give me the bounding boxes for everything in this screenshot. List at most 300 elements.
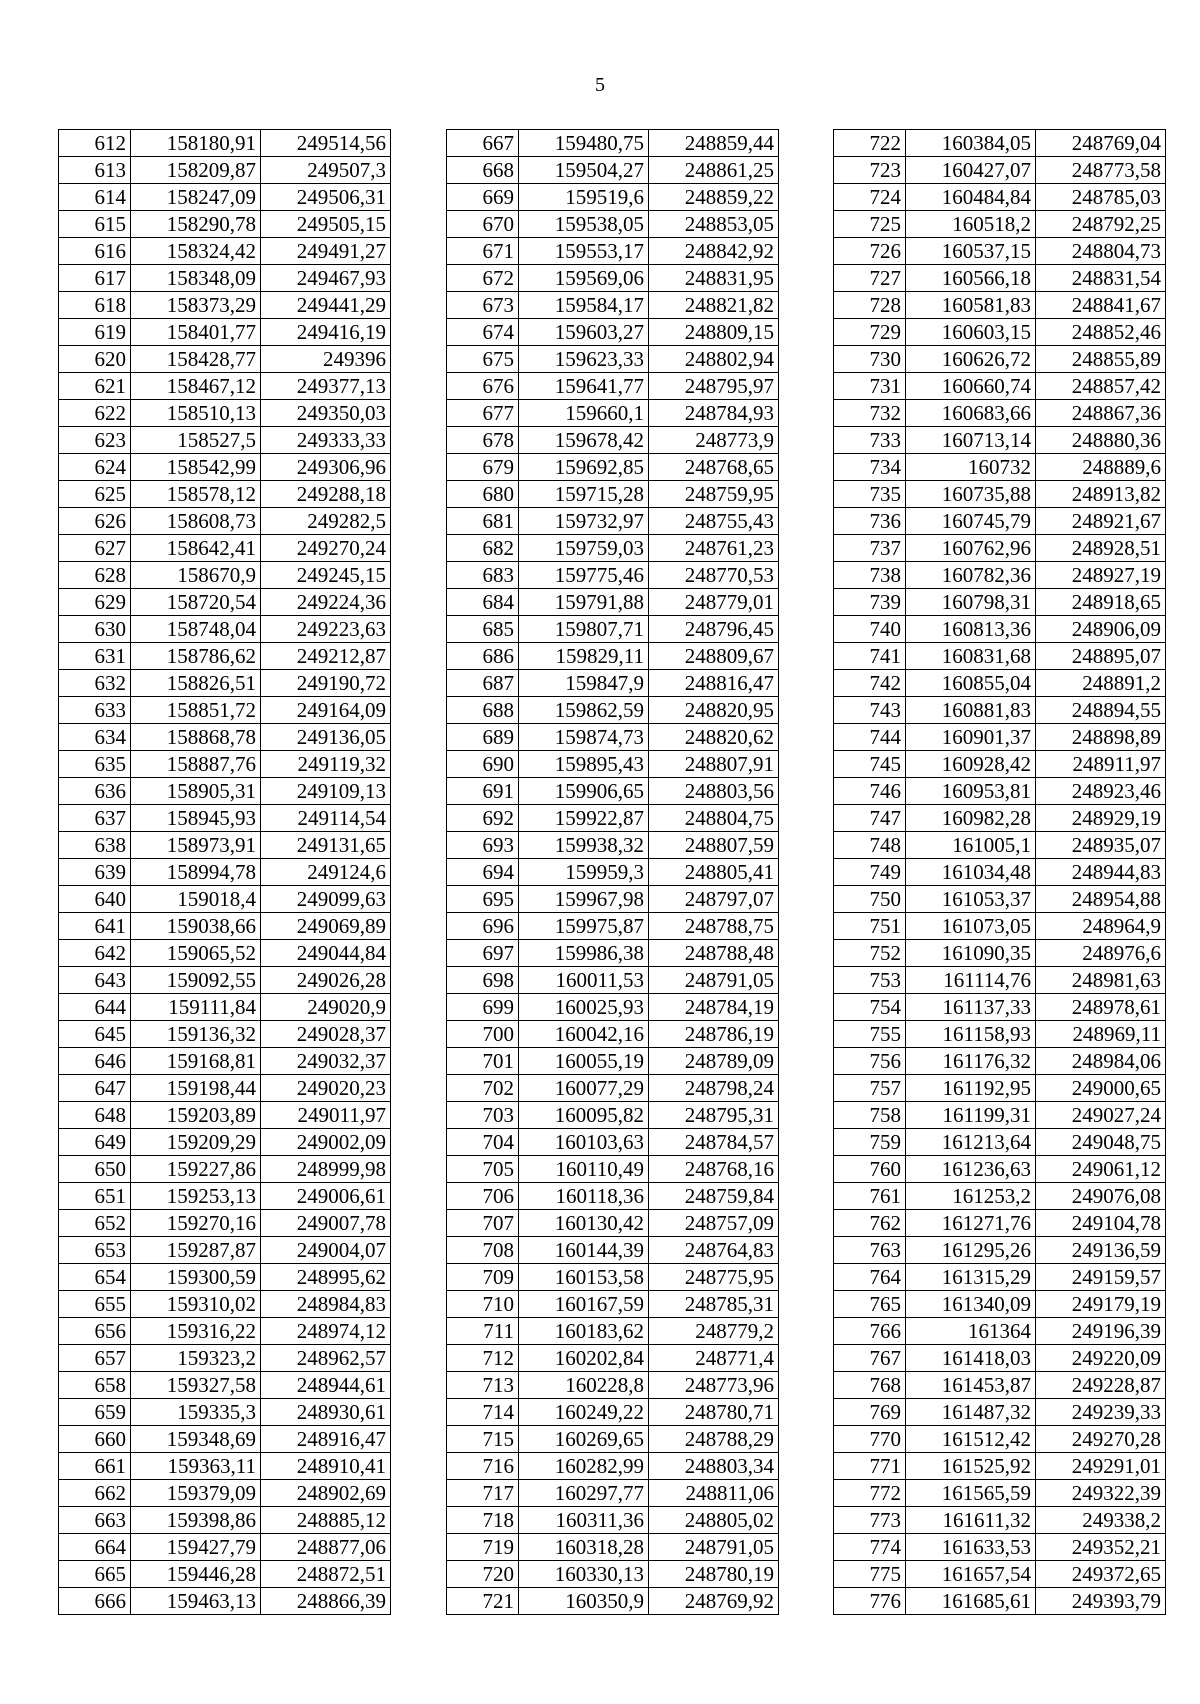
x-coordinate-cell: 161005,1	[906, 832, 1036, 859]
point-number-cell: 735	[834, 481, 906, 508]
coordinates-table-3	[833, 129, 1166, 1615]
y-coordinate-cell: 248791,05	[649, 967, 779, 994]
x-coordinate-cell: 158290,78	[131, 211, 261, 238]
point-number-cell: 702	[447, 1075, 519, 1102]
y-coordinate-cell: 248788,75	[649, 913, 779, 940]
x-coordinate-cell: 159480,75	[519, 130, 649, 157]
y-coordinate-cell: 249006,61	[261, 1183, 391, 1210]
y-coordinate-cell: 248852,46	[1036, 319, 1166, 346]
x-coordinate-cell: 160153,58	[519, 1264, 649, 1291]
point-number-cell: 753	[834, 967, 906, 994]
x-coordinate-cell: 158994,78	[131, 859, 261, 886]
x-coordinate-cell: 159807,71	[519, 616, 649, 643]
y-coordinate-cell: 249306,96	[261, 454, 391, 481]
y-coordinate-cell: 248785,31	[649, 1291, 779, 1318]
table-row	[59, 778, 391, 805]
point-number-cell: 731	[834, 373, 906, 400]
x-coordinate-cell: 160660,74	[906, 373, 1036, 400]
y-coordinate-cell: 248928,51	[1036, 535, 1166, 562]
x-coordinate-cell: 159519,6	[519, 184, 649, 211]
point-number-cell: 625	[59, 481, 131, 508]
x-coordinate-cell: 159569,06	[519, 265, 649, 292]
point-number-cell: 739	[834, 589, 906, 616]
x-coordinate-cell: 160982,28	[906, 805, 1036, 832]
x-coordinate-cell: 159847,9	[519, 670, 649, 697]
table-row	[59, 1534, 391, 1561]
y-coordinate-cell: 248911,97	[1036, 751, 1166, 778]
table-row	[447, 427, 779, 454]
table-row	[834, 1399, 1166, 1426]
table-row	[59, 1129, 391, 1156]
table-row	[834, 724, 1166, 751]
x-coordinate-cell: 159227,86	[131, 1156, 261, 1183]
y-coordinate-cell: 249136,59	[1036, 1237, 1166, 1264]
y-coordinate-cell: 248894,55	[1036, 697, 1166, 724]
point-number-cell: 712	[447, 1345, 519, 1372]
table-row	[59, 751, 391, 778]
point-number-cell: 637	[59, 805, 131, 832]
y-coordinate-cell: 249245,15	[261, 562, 391, 589]
table-row	[447, 130, 779, 157]
y-coordinate-cell: 249282,5	[261, 508, 391, 535]
x-coordinate-cell: 160855,04	[906, 670, 1036, 697]
y-coordinate-cell: 248804,75	[649, 805, 779, 832]
table-row	[834, 1426, 1166, 1453]
y-coordinate-cell: 248921,67	[1036, 508, 1166, 535]
x-coordinate-cell: 161192,95	[906, 1075, 1036, 1102]
x-coordinate-cell: 161090,35	[906, 940, 1036, 967]
x-coordinate-cell: 159398,86	[131, 1507, 261, 1534]
table-row	[447, 1399, 779, 1426]
point-number-cell: 768	[834, 1372, 906, 1399]
table-row	[447, 913, 779, 940]
x-coordinate-cell: 159287,87	[131, 1237, 261, 1264]
table-row	[447, 562, 779, 589]
table-row	[834, 1183, 1166, 1210]
table-row	[834, 535, 1166, 562]
table-row	[447, 616, 779, 643]
point-number-cell: 708	[447, 1237, 519, 1264]
table-row	[834, 1534, 1166, 1561]
point-number-cell: 728	[834, 292, 906, 319]
y-coordinate-cell: 249196,39	[1036, 1318, 1166, 1345]
y-coordinate-cell: 248759,84	[649, 1183, 779, 1210]
y-coordinate-cell: 248929,19	[1036, 805, 1166, 832]
y-coordinate-cell: 249270,24	[261, 535, 391, 562]
table-row	[447, 346, 779, 373]
x-coordinate-cell: 159348,69	[131, 1426, 261, 1453]
table-row	[834, 832, 1166, 859]
x-coordinate-cell: 158348,09	[131, 265, 261, 292]
y-coordinate-cell: 249338,2	[1036, 1507, 1166, 1534]
point-number-cell: 643	[59, 967, 131, 994]
table-row	[834, 1372, 1166, 1399]
point-number-cell: 633	[59, 697, 131, 724]
table-row	[59, 292, 391, 319]
y-coordinate-cell: 248895,07	[1036, 643, 1166, 670]
table-row	[447, 1075, 779, 1102]
table-row	[59, 940, 391, 967]
y-coordinate-cell: 248788,48	[649, 940, 779, 967]
x-coordinate-cell: 160130,42	[519, 1210, 649, 1237]
y-coordinate-cell: 248906,09	[1036, 616, 1166, 643]
point-number-cell: 755	[834, 1021, 906, 1048]
x-coordinate-cell: 160297,77	[519, 1480, 649, 1507]
table-row	[834, 1021, 1166, 1048]
table-row	[447, 1561, 779, 1588]
y-coordinate-cell: 249032,37	[261, 1048, 391, 1075]
x-coordinate-cell: 160144,39	[519, 1237, 649, 1264]
y-coordinate-cell: 248935,07	[1036, 832, 1166, 859]
table-row	[59, 319, 391, 346]
point-number-cell: 661	[59, 1453, 131, 1480]
x-coordinate-cell: 160350,9	[519, 1588, 649, 1615]
y-coordinate-cell: 248784,19	[649, 994, 779, 1021]
table-row	[59, 1372, 391, 1399]
x-coordinate-cell: 159584,17	[519, 292, 649, 319]
y-coordinate-cell: 249020,23	[261, 1075, 391, 1102]
table-row	[834, 265, 1166, 292]
table-row	[59, 643, 391, 670]
x-coordinate-cell: 159203,89	[131, 1102, 261, 1129]
x-coordinate-cell: 160269,65	[519, 1426, 649, 1453]
x-coordinate-cell: 160782,36	[906, 562, 1036, 589]
point-number-cell: 650	[59, 1156, 131, 1183]
point-number-cell: 705	[447, 1156, 519, 1183]
y-coordinate-cell: 248792,25	[1036, 211, 1166, 238]
point-number-cell: 721	[447, 1588, 519, 1615]
table-row	[834, 1156, 1166, 1183]
point-number-cell: 666	[59, 1588, 131, 1615]
table-row	[59, 670, 391, 697]
point-number-cell: 641	[59, 913, 131, 940]
table-row	[834, 1291, 1166, 1318]
y-coordinate-cell: 248842,92	[649, 238, 779, 265]
table-row	[59, 616, 391, 643]
x-coordinate-cell: 158945,93	[131, 805, 261, 832]
point-number-cell: 750	[834, 886, 906, 913]
table-row	[834, 292, 1166, 319]
page-number: 5	[595, 74, 605, 96]
x-coordinate-cell: 159300,59	[131, 1264, 261, 1291]
table-row	[447, 940, 779, 967]
point-number-cell: 764	[834, 1264, 906, 1291]
table-row	[447, 1210, 779, 1237]
x-coordinate-cell: 160566,18	[906, 265, 1036, 292]
table-row	[834, 373, 1166, 400]
table-row	[59, 508, 391, 535]
table-row	[447, 1237, 779, 1264]
y-coordinate-cell: 248999,98	[261, 1156, 391, 1183]
table-row	[834, 589, 1166, 616]
y-coordinate-cell: 249044,84	[261, 940, 391, 967]
table-row	[447, 1507, 779, 1534]
x-coordinate-cell: 159463,13	[131, 1588, 261, 1615]
y-coordinate-cell: 248885,12	[261, 1507, 391, 1534]
x-coordinate-cell: 158209,87	[131, 157, 261, 184]
y-coordinate-cell: 249239,33	[1036, 1399, 1166, 1426]
point-number-cell: 630	[59, 616, 131, 643]
x-coordinate-cell: 160484,84	[906, 184, 1036, 211]
y-coordinate-cell: 249223,63	[261, 616, 391, 643]
table-row	[834, 913, 1166, 940]
table-row	[447, 508, 779, 535]
table-row	[834, 211, 1166, 238]
y-coordinate-cell: 248820,95	[649, 697, 779, 724]
table-row	[447, 481, 779, 508]
y-coordinate-cell: 248910,41	[261, 1453, 391, 1480]
table-row	[59, 1048, 391, 1075]
y-coordinate-cell: 249291,01	[1036, 1453, 1166, 1480]
table-row	[834, 1345, 1166, 1372]
y-coordinate-cell: 248964,9	[1036, 913, 1166, 940]
x-coordinate-cell: 160118,36	[519, 1183, 649, 1210]
point-number-cell: 615	[59, 211, 131, 238]
y-coordinate-cell: 249190,72	[261, 670, 391, 697]
x-coordinate-cell: 160167,59	[519, 1291, 649, 1318]
x-coordinate-cell: 159829,11	[519, 643, 649, 670]
x-coordinate-cell: 159363,11	[131, 1453, 261, 1480]
x-coordinate-cell: 158826,51	[131, 670, 261, 697]
x-coordinate-cell: 160183,62	[519, 1318, 649, 1345]
table-row	[59, 184, 391, 211]
point-number-cell: 645	[59, 1021, 131, 1048]
table-row	[447, 1102, 779, 1129]
point-number-cell: 701	[447, 1048, 519, 1075]
point-number-cell: 664	[59, 1534, 131, 1561]
y-coordinate-cell: 249061,12	[1036, 1156, 1166, 1183]
point-number-cell: 624	[59, 454, 131, 481]
x-coordinate-cell: 159938,32	[519, 832, 649, 859]
y-coordinate-cell: 248855,89	[1036, 346, 1166, 373]
point-number-cell: 758	[834, 1102, 906, 1129]
y-coordinate-cell: 249352,21	[1036, 1534, 1166, 1561]
point-number-cell: 674	[447, 319, 519, 346]
point-number-cell: 775	[834, 1561, 906, 1588]
y-coordinate-cell: 248867,36	[1036, 400, 1166, 427]
y-coordinate-cell: 248984,83	[261, 1291, 391, 1318]
x-coordinate-cell: 159641,77	[519, 373, 649, 400]
table-row	[834, 1210, 1166, 1237]
y-coordinate-cell: 248771,4	[649, 1345, 779, 1372]
y-coordinate-cell: 249027,24	[1036, 1102, 1166, 1129]
table-row	[447, 157, 779, 184]
point-number-cell: 697	[447, 940, 519, 967]
x-coordinate-cell: 161137,33	[906, 994, 1036, 1021]
y-coordinate-cell: 248969,11	[1036, 1021, 1166, 1048]
y-coordinate-cell: 249109,13	[261, 778, 391, 805]
table-row	[59, 994, 391, 1021]
x-coordinate-cell: 158786,62	[131, 643, 261, 670]
table-row	[834, 1507, 1166, 1534]
point-number-cell: 718	[447, 1507, 519, 1534]
y-coordinate-cell: 248807,91	[649, 751, 779, 778]
y-coordinate-cell: 248923,46	[1036, 778, 1166, 805]
point-number-cell: 694	[447, 859, 519, 886]
point-number-cell: 733	[834, 427, 906, 454]
table-row	[447, 454, 779, 481]
x-coordinate-cell: 160798,31	[906, 589, 1036, 616]
x-coordinate-cell: 159975,87	[519, 913, 649, 940]
table-row	[59, 805, 391, 832]
y-coordinate-cell: 248764,83	[649, 1237, 779, 1264]
x-coordinate-cell: 160311,36	[519, 1507, 649, 1534]
point-number-cell: 691	[447, 778, 519, 805]
point-number-cell: 687	[447, 670, 519, 697]
y-coordinate-cell: 249377,13	[261, 373, 391, 400]
y-coordinate-cell: 249099,63	[261, 886, 391, 913]
table-row	[834, 184, 1166, 211]
point-number-cell: 762	[834, 1210, 906, 1237]
table-row	[59, 967, 391, 994]
point-number-cell: 629	[59, 589, 131, 616]
table-row	[59, 886, 391, 913]
y-coordinate-cell: 248857,42	[1036, 373, 1166, 400]
point-number-cell: 656	[59, 1318, 131, 1345]
table-row	[59, 130, 391, 157]
table-row	[834, 454, 1166, 481]
y-coordinate-cell: 248789,09	[649, 1048, 779, 1075]
x-coordinate-cell: 159791,88	[519, 589, 649, 616]
point-number-cell: 652	[59, 1210, 131, 1237]
point-number-cell: 713	[447, 1372, 519, 1399]
point-number-cell: 754	[834, 994, 906, 1021]
table-row	[59, 238, 391, 265]
y-coordinate-cell: 248780,19	[649, 1561, 779, 1588]
coordinates-table-1	[58, 129, 391, 1615]
table-row	[59, 1399, 391, 1426]
point-number-cell: 695	[447, 886, 519, 913]
point-number-cell: 614	[59, 184, 131, 211]
point-number-cell: 632	[59, 670, 131, 697]
x-coordinate-cell: 159906,65	[519, 778, 649, 805]
table-row	[834, 1048, 1166, 1075]
y-coordinate-cell: 248796,45	[649, 616, 779, 643]
x-coordinate-cell: 160713,14	[906, 427, 1036, 454]
y-coordinate-cell: 248788,29	[649, 1426, 779, 1453]
y-coordinate-cell: 248918,65	[1036, 589, 1166, 616]
table-row	[447, 751, 779, 778]
y-coordinate-cell: 248816,47	[649, 670, 779, 697]
table-row	[59, 346, 391, 373]
y-coordinate-cell: 248773,9	[649, 427, 779, 454]
y-coordinate-cell: 249322,39	[1036, 1480, 1166, 1507]
y-coordinate-cell: 248779,2	[649, 1318, 779, 1345]
point-number-cell: 679	[447, 454, 519, 481]
point-number-cell: 657	[59, 1345, 131, 1372]
point-number-cell: 745	[834, 751, 906, 778]
x-coordinate-cell: 159111,84	[131, 994, 261, 1021]
point-number-cell: 639	[59, 859, 131, 886]
x-coordinate-cell: 158527,5	[131, 427, 261, 454]
point-number-cell: 672	[447, 265, 519, 292]
point-number-cell: 649	[59, 1129, 131, 1156]
y-coordinate-cell: 248785,03	[1036, 184, 1166, 211]
y-coordinate-cell: 249393,79	[1036, 1588, 1166, 1615]
y-coordinate-cell: 248974,12	[261, 1318, 391, 1345]
table-row	[59, 589, 391, 616]
table-row	[447, 1264, 779, 1291]
y-coordinate-cell: 248841,67	[1036, 292, 1166, 319]
x-coordinate-cell: 159335,3	[131, 1399, 261, 1426]
x-coordinate-cell: 158542,99	[131, 454, 261, 481]
point-number-cell: 627	[59, 535, 131, 562]
point-number-cell: 710	[447, 1291, 519, 1318]
point-number-cell: 685	[447, 616, 519, 643]
x-coordinate-cell: 161512,42	[906, 1426, 1036, 1453]
y-coordinate-cell: 248775,95	[649, 1264, 779, 1291]
point-number-cell: 619	[59, 319, 131, 346]
x-coordinate-cell: 160745,79	[906, 508, 1036, 535]
point-number-cell: 756	[834, 1048, 906, 1075]
table-row	[834, 1453, 1166, 1480]
y-coordinate-cell: 249048,75	[1036, 1129, 1166, 1156]
point-number-cell: 760	[834, 1156, 906, 1183]
point-number-cell: 761	[834, 1183, 906, 1210]
x-coordinate-cell: 160330,13	[519, 1561, 649, 1588]
x-coordinate-cell: 160055,19	[519, 1048, 649, 1075]
y-coordinate-cell: 248821,82	[649, 292, 779, 319]
x-coordinate-cell: 158510,13	[131, 400, 261, 427]
y-coordinate-cell: 249179,19	[1036, 1291, 1166, 1318]
y-coordinate-cell: 248803,56	[649, 778, 779, 805]
table-row	[59, 724, 391, 751]
point-number-cell: 673	[447, 292, 519, 319]
x-coordinate-cell: 159759,03	[519, 535, 649, 562]
table-row	[59, 1021, 391, 1048]
point-number-cell: 675	[447, 346, 519, 373]
x-coordinate-cell: 160384,05	[906, 130, 1036, 157]
point-number-cell: 744	[834, 724, 906, 751]
point-number-cell: 617	[59, 265, 131, 292]
table-row	[834, 994, 1166, 1021]
y-coordinate-cell: 248831,54	[1036, 265, 1166, 292]
y-coordinate-cell: 249000,65	[1036, 1075, 1166, 1102]
table-row	[59, 265, 391, 292]
point-number-cell: 689	[447, 724, 519, 751]
point-number-cell: 631	[59, 643, 131, 670]
x-coordinate-cell: 159504,27	[519, 157, 649, 184]
point-number-cell: 709	[447, 1264, 519, 1291]
point-number-cell: 654	[59, 1264, 131, 1291]
y-coordinate-cell: 249028,37	[261, 1021, 391, 1048]
point-number-cell: 612	[59, 130, 131, 157]
x-coordinate-cell: 160762,96	[906, 535, 1036, 562]
x-coordinate-cell: 158428,77	[131, 346, 261, 373]
x-coordinate-cell: 160581,83	[906, 292, 1036, 319]
x-coordinate-cell: 160683,66	[906, 400, 1036, 427]
point-number-cell: 638	[59, 832, 131, 859]
x-coordinate-cell: 161176,32	[906, 1048, 1036, 1075]
table-row	[59, 1102, 391, 1129]
x-coordinate-cell: 160025,93	[519, 994, 649, 1021]
x-coordinate-cell: 159732,97	[519, 508, 649, 535]
y-coordinate-cell: 248795,31	[649, 1102, 779, 1129]
point-number-cell: 704	[447, 1129, 519, 1156]
point-number-cell: 767	[834, 1345, 906, 1372]
point-number-cell: 740	[834, 616, 906, 643]
y-coordinate-cell: 249333,33	[261, 427, 391, 454]
x-coordinate-cell: 158720,54	[131, 589, 261, 616]
table-row	[834, 157, 1166, 184]
table-row	[447, 1318, 779, 1345]
y-coordinate-cell: 248902,69	[261, 1480, 391, 1507]
y-coordinate-cell: 248976,6	[1036, 940, 1166, 967]
coordinates-table-2	[446, 129, 779, 1615]
y-coordinate-cell: 248859,44	[649, 130, 779, 157]
table-row	[447, 1345, 779, 1372]
x-coordinate-cell: 161213,64	[906, 1129, 1036, 1156]
